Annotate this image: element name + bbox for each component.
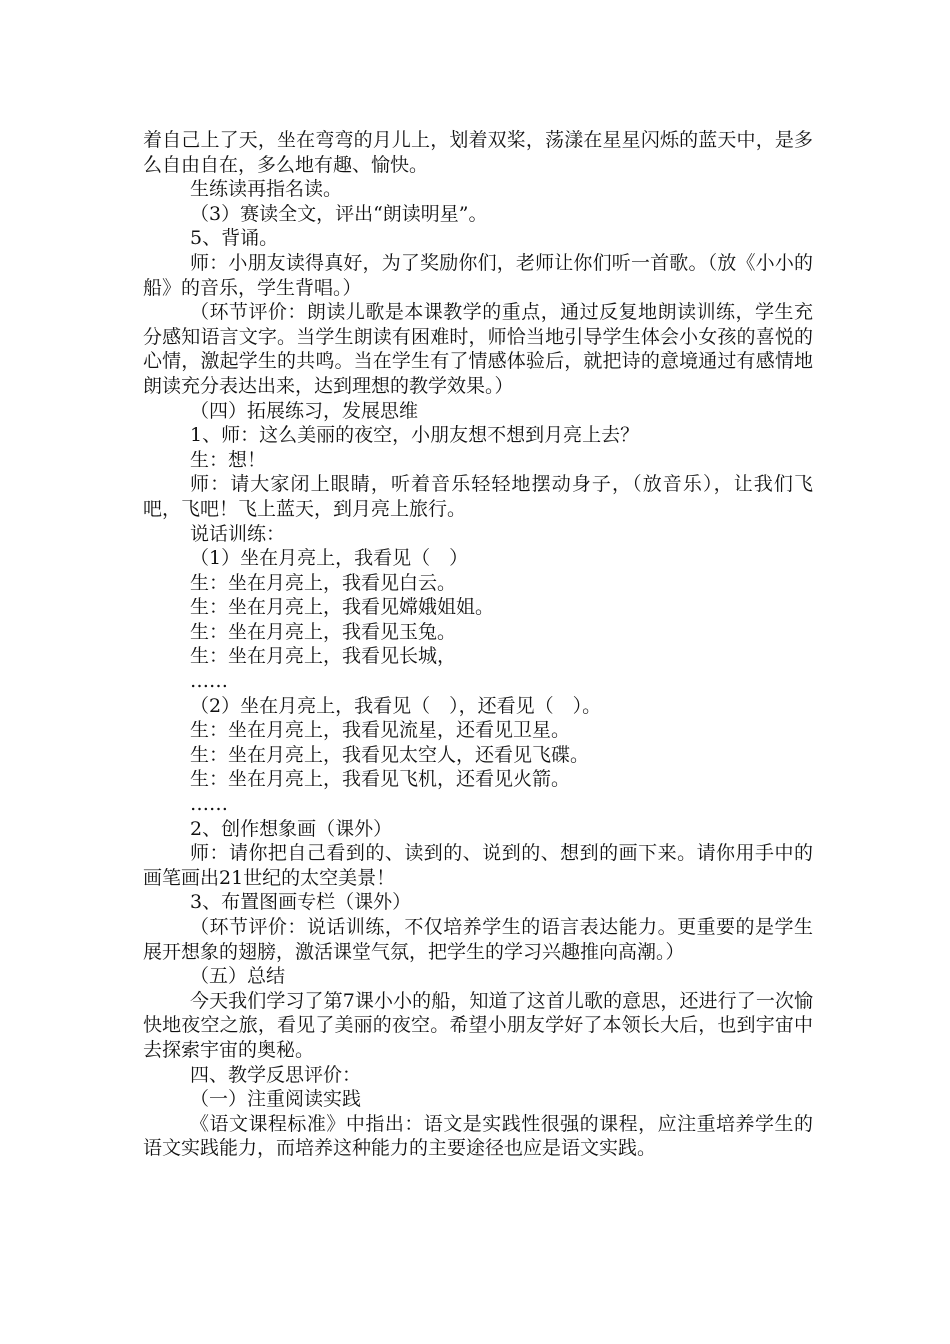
ellipsis: ……: [190, 793, 228, 816]
paragraph: 今天我们学习了第7课小小的船，知道了这首儿歌的意思，还进行了一次愉快地夜空之旅，看见了美丽的夜空。希望小朋友学好了本领长大后，也到宇宙中去探索宇宙的奥秘。: [143, 989, 813, 1061]
paragraph: 生：想！: [190, 448, 267, 471]
section-heading: （一）注重阅读实践: [190, 1088, 362, 1111]
paragraph: 生：坐在月亮上，我看见长城，: [190, 645, 457, 668]
paragraph: （环节评价：说话训练，不仅培养学生的语言表达能力。更重要的是学生展开想象的翅膀，激活课堂气氛，把学生的学习兴趣推向高潮。）: [143, 916, 813, 963]
section-heading: （五）总结: [190, 965, 286, 988]
paragraph: 师：请大家闭上眼睛，听着音乐轻轻地摆动身子，（放音乐），让我们飞吧，飞吧！飞上蓝天，到月亮上旅行。: [143, 473, 813, 520]
paragraph: 说话训练：: [190, 522, 286, 545]
paragraph: 师：小朋友读得真好，为了奖励你们，老师让你们听一首歌。（放《小小的船》的音乐，学生背唱。）: [143, 251, 813, 299]
paragraph: 生：坐在月亮上，我看见飞机，还看见火箭。: [190, 768, 571, 791]
paragraph: （1）坐在月亮上，我看见（ ）: [190, 547, 469, 570]
paragraph: 师：请你把自己看到的、读到的、说到的、想到的画下来。请你用手中的画笔画出21世纪的太空美景！: [143, 842, 813, 889]
document-page: [143, 128, 813, 1161]
paragraph: 3、布置图画专栏（课外）: [190, 891, 412, 914]
paragraph: 《语文课程标准》中指出：语文是实践性很强的课程，应注重培养学生的语文实践能力，而培养这种能力的主要途径也应是语文实践。: [143, 1112, 813, 1160]
paragraph: 生练读再指名读。: [190, 178, 343, 201]
ellipsis: ……: [190, 670, 228, 693]
section-heading: 四、教学反思评价：: [190, 1063, 362, 1086]
paragraph: 5、背诵。: [190, 227, 279, 250]
paragraph: 2、创作想象画（课外）: [190, 817, 393, 840]
paragraph: 生：坐在月亮上，我看见嫦娥姐姐。: [190, 596, 495, 619]
section-heading: （四）拓展练习，发展思维: [190, 399, 419, 422]
paragraph: 1、师：这么美丽的夜空，小朋友想不想到月亮上去？: [190, 424, 640, 447]
paragraph: 生：坐在月亮上，我看见玉兔。: [190, 620, 457, 643]
paragraph: 生：坐在月亮上，我看见流星，还看见卫星。: [190, 719, 571, 742]
paragraph: （环节评价：朗读儿歌是本课教学的重点，通过反复地朗读训练，学生充分感知语言文字。当学生朗读有困难时，师恰当地引导学生体会小女孩的喜悦的心情，激起学生的共鸣。当在学生有了情感体验后，就把诗的意境通过有感情地朗读充分表达出来，达到理想的教学效果。）: [143, 301, 813, 397]
paragraph: （2）坐在月亮上，我看见（ ），还看见（ ）。: [190, 694, 602, 717]
paragraph: 生：坐在月亮上，我看见太空人，还看见飞碟。: [190, 743, 590, 766]
paragraph: 生：坐在月亮上，我看见白云。: [190, 571, 457, 594]
paragraph: 着自己上了天，坐在弯弯的月儿上，划着双桨，荡漾在星星闪烁的蓝天中，是多么自由自在，多么地有趣、愉快。: [143, 129, 813, 176]
paragraph: （3）赛读全文，评出“朗读明星”。: [190, 202, 488, 225]
